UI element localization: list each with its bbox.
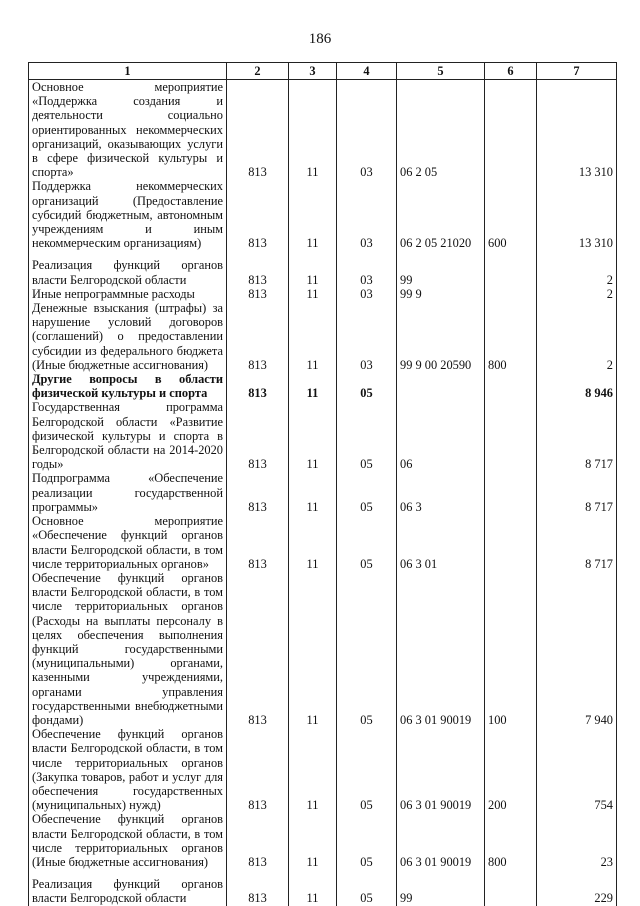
expense-type-cell: 800 (485, 301, 537, 372)
expense-type-cell (485, 869, 537, 905)
subsection-code-cell: 03 (337, 301, 397, 372)
section-code-cell: 11 (289, 514, 337, 571)
table-row (29, 179, 617, 250)
amount-cell: 23 (537, 812, 617, 869)
row-name-cell: Другие вопросы в области физической культуры и спорта (29, 372, 227, 400)
section-code-cell: 11 (289, 287, 337, 301)
section-code-cell: 11 (289, 179, 337, 250)
subsection-code-cell: 05 (337, 400, 397, 471)
section-code-cell: 11 (289, 571, 337, 727)
amount-cell: 229 (537, 869, 617, 905)
ved-code-cell: 813 (227, 727, 289, 812)
row-name-cell: Основное мероприятие «Обеспечение функций органов власти Белгородской области, в том числе территориальных органов» (29, 514, 227, 571)
ved-code-cell: 813 (227, 179, 289, 250)
subsection-code-cell: 03 (337, 250, 397, 286)
expense-type-cell (485, 372, 537, 400)
column-header: 1 (29, 63, 227, 80)
amount-cell: 7 940 (537, 571, 617, 727)
row-name-cell: Основное мероприятие «Поддержка создания и деятельности социально ориентированных некоммерческих организаций, оказывающих услуги в сфере физической культуры и спорта» (29, 80, 227, 180)
ved-code-cell: 813 (227, 372, 289, 400)
page-number: 186 (308, 31, 332, 47)
amount-cell: 2 (537, 287, 617, 301)
subsection-code-cell: 05 (337, 372, 397, 400)
table-row (29, 812, 617, 869)
ved-code-cell: 813 (227, 571, 289, 727)
section-code-cell: 11 (289, 727, 337, 812)
expense-type-cell (485, 514, 537, 571)
section-code-cell: 11 (289, 250, 337, 286)
target-article-cell: 06 3 01 90019 (397, 727, 485, 812)
target-article-cell: 06 3 (397, 471, 485, 514)
expense-type-cell: 100 (485, 571, 537, 727)
table-row (29, 80, 617, 180)
target-article-cell: 99 9 00 20590 (397, 301, 485, 372)
table-row (29, 250, 617, 286)
row-name-cell: Государственная программа Белгородской области «Развитие физической культуры и спорта в Белгородской области на 2014-2020 годы» (29, 400, 227, 471)
amount-cell: 8 946 (537, 372, 617, 400)
target-article-cell: 06 2 05 (397, 80, 485, 180)
ved-code-cell: 813 (227, 514, 289, 571)
expense-type-cell: 600 (485, 179, 537, 250)
subsection-code-cell: 05 (337, 727, 397, 812)
column-header: 2 (227, 63, 289, 80)
ved-code-cell: 813 (227, 301, 289, 372)
column-header: 5 (397, 63, 485, 80)
subsection-code-cell: 05 (337, 571, 397, 727)
table-row (29, 571, 617, 727)
header-row (29, 63, 617, 80)
column-header: 4 (337, 63, 397, 80)
target-article-cell: 06 3 01 (397, 514, 485, 571)
subsection-code-cell: 05 (337, 812, 397, 869)
table-row (29, 471, 617, 514)
subsection-code-cell: 03 (337, 80, 397, 180)
amount-cell: 754 (537, 727, 617, 812)
amount-cell: 8 717 (537, 471, 617, 514)
table-body (29, 80, 617, 906)
row-name-cell: Обеспечение функций органов власти Белгородской области, в том числе территориальных органов (Закупка товаров, работ и услуг для обеспечения государственных (муниципальных) нужд) (29, 727, 227, 812)
amount-cell: 2 (537, 301, 617, 372)
row-name-cell: Обеспечение функций органов власти Белгородской области, в том числе территориальных органов (Расходы на выплаты персоналу в целях обеспечения выполнения функций государственными (муниципальными) органами, казенными учреждениями, органами управления государственными внебюджетными фондами) (29, 571, 227, 727)
section-code-cell: 11 (289, 400, 337, 471)
target-article-cell: 99 9 (397, 287, 485, 301)
table-row (29, 514, 617, 571)
ved-code-cell: 813 (227, 812, 289, 869)
target-article-cell: 06 3 01 90019 (397, 812, 485, 869)
budget-table (28, 62, 617, 906)
expense-type-cell: 800 (485, 812, 537, 869)
section-code-cell: 11 (289, 372, 337, 400)
amount-cell: 8 717 (537, 514, 617, 571)
section-code-cell: 11 (289, 869, 337, 905)
ved-code-cell: 813 (227, 287, 289, 301)
expense-type-cell (485, 400, 537, 471)
row-name-cell: Денежные взыскания (штрафы) за нарушение условий договоров (соглашений) о предоставлении субсидии из федерального бюджета (Иные бюджетные ассигнования) (29, 301, 227, 372)
row-name-cell: Подпрограмма «Обеспечение реализации государственной программы» (29, 471, 227, 514)
table-row (29, 869, 617, 905)
row-name-cell: Обеспечение функций органов власти Белгородской области, в том числе территориальных органов (Иные бюджетные ассигнования) (29, 812, 227, 869)
column-header: 7 (537, 63, 617, 80)
amount-cell: 2 (537, 250, 617, 286)
section-code-cell: 11 (289, 301, 337, 372)
expense-type-cell (485, 471, 537, 514)
table-row (29, 372, 617, 400)
ved-code-cell: 813 (227, 250, 289, 286)
subsection-code-cell: 03 (337, 287, 397, 301)
row-name-cell: Иные непрограммные расходы (29, 287, 227, 301)
column-header: 3 (289, 63, 337, 80)
subsection-code-cell: 03 (337, 179, 397, 250)
expense-type-cell: 200 (485, 727, 537, 812)
target-article-cell: 06 (397, 400, 485, 471)
target-article-cell: 06 2 05 21020 (397, 179, 485, 250)
table-row (29, 301, 617, 372)
expense-type-cell (485, 80, 537, 180)
section-code-cell: 11 (289, 812, 337, 869)
amount-cell: 13 310 (537, 80, 617, 180)
section-code-cell: 11 (289, 80, 337, 180)
subsection-code-cell: 05 (337, 514, 397, 571)
expense-type-cell (485, 287, 537, 301)
ved-code-cell: 813 (227, 471, 289, 514)
table-row (29, 727, 617, 812)
target-article-cell (397, 372, 485, 400)
section-code-cell: 11 (289, 471, 337, 514)
expense-type-cell (485, 250, 537, 286)
row-name-cell: Реализация функций органов власти Белгородской области (29, 250, 227, 286)
column-header: 6 (485, 63, 537, 80)
ved-code-cell: 813 (227, 80, 289, 180)
ved-code-cell: 813 (227, 869, 289, 905)
amount-cell: 8 717 (537, 400, 617, 471)
row-name-cell: Поддержка некоммерческих организаций (Предоставление субсидий бюджетным, автономным учреждениям и иным некоммерческим организациям) (29, 179, 227, 250)
table-row (29, 400, 617, 471)
ved-code-cell: 813 (227, 400, 289, 471)
target-article-cell: 06 3 01 90019 (397, 571, 485, 727)
subsection-code-cell: 05 (337, 869, 397, 905)
amount-cell: 13 310 (537, 179, 617, 250)
target-article-cell: 99 (397, 869, 485, 905)
row-name-cell: Реализация функций органов власти Белгородской области (29, 869, 227, 905)
target-article-cell: 99 (397, 250, 485, 286)
table-row (29, 287, 617, 301)
subsection-code-cell: 05 (337, 471, 397, 514)
